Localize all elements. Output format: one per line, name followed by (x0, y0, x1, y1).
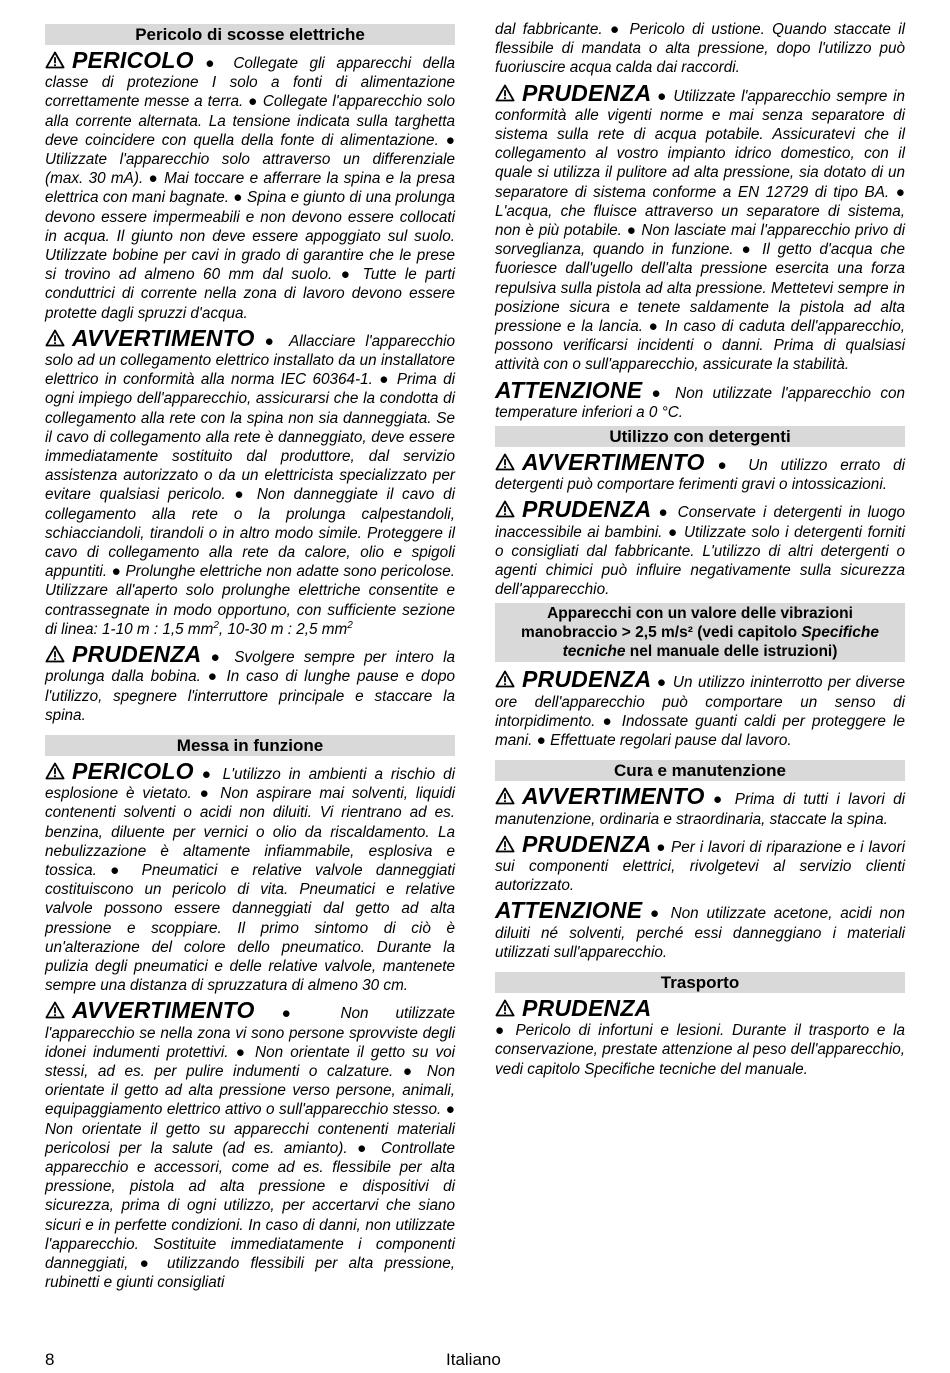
warning-text: ● Allacciare l'apparecchio solo ad un collegamento elettrico installato da un installatore elettrico in conformità alla norma IEC 60364-1. ● Prima di ogni impiego dell'apparecchio, assicurarsi che la condotta di collegamento alla rete con la spina non sia danneggiata. Se il cavo di collegamento alla rete è danneggiato, deve essere immediatamente sostituito dal produttore, dal servizio assistenza autorizzato o da un elettricista specializzato per evitare qualsiasi pericolo. ● Non danneggiate il cavo di collegamento alla rete o la prolunga calpestandoli, schiacciandoli, tirandoli o in altro modo simile. Proteggere il cavo di collegamento alla rete da calore, olio e spigoli appuntiti. ● Prolunghe elettriche non adatte sono pericolose. Utilizzare all'aperto solo prolunghe elettriche consentite e contrassegnate in modo opportuno, con sufficiente sezione di linea: 1-10 m : 1,5 mm (45, 332, 455, 638)
heading-italic-text: Specifiche tecniche (562, 624, 879, 661)
warning-text: , 10-30 m : 2,5 mm (218, 620, 348, 638)
warning-block (495, 830, 906, 896)
section-heading-electric-shock: Pericolo di scosse elettriche (45, 24, 455, 45)
right-column (495, 20, 905, 1083)
warning-triangle-icon (495, 670, 515, 688)
warning-block (45, 49, 455, 323)
heading-text: Apparecchi con un valore delle vibrazioni manobraccio > 2,5 m/s² (vedi capitolo (521, 605, 853, 642)
signal-word: PRUDENZA (72, 641, 202, 668)
signal-word: PRUDENZA (522, 666, 652, 693)
left-column (45, 20, 455, 1296)
warning-text: ● Un utilizzo ininterrotto per diverse ore dell'apparecchio può comportare un senso di intorpidimento. ● Indossate guanti caldi per proteggere le mani. ● Effettuate regolari pause dal lavoro. (495, 674, 905, 750)
signal-word: PERICOLO (72, 757, 194, 784)
heading-text: nel manuale delle istruzioni) (625, 643, 838, 661)
warning-triangle-icon (495, 999, 515, 1017)
warning-block (495, 994, 905, 1079)
page-number: 8 (45, 1350, 55, 1369)
warning-block (495, 785, 905, 828)
warning-text: ● Svolgere sempre per intero la prolunga dalla bobina. ● In caso di lunghe pause e dopo l'utilizzo, spegnere l'interruttore principale e staccare la spina. (45, 649, 455, 724)
warning-text: ● Utilizzate l'apparecchio sempre in conformità alle vigenti norme e mai senza separatore di sistema sulla rete di acqua potabile. Assicuratevi che il collegamento al vostro impianto idrico domestico, con il quale si utilizza il pulitore ad alta pressione, sia dotato di un separatore di sistema conforme a EN 12729 di tipo BA. ● L'acqua, che fluisce attraverso un separatore di sistema, non è più potabile. ● Non lasciate mai l'apparecchio privo di sorveglianza, quando in funzione. ● Il getto d'acqua che fuoriesce dall'ugello dell'alta pressione esercita una forza repulsiva sulla pistola ad alta pressione. Mettetevi sempre in posizione sicura e tenete saldamente la pistola ad alta pressione e la lancia. ● In caso di caduta dell'apparecchio, possono verificarsi incidenti o danni. Prima di qualsiasi attività con o sull'apparecchio, assicurate la stabilità. (495, 87, 905, 374)
warning-text: ● L'utilizzo in ambienti a rischio di esplosione è vietato. ● Non aspirare mai solventi, liquidi contenenti solventi o acidi non diluiti. Vi rientrano ad es. benzina, diluente per vernici o olio da riscaldamento. La nebulizzazione è altamente infiammabile, esplosiva e tossica. ● Pneumatici e relative valvole danneggiati costituiscono un pericolo di vita. Pneumatici e relative valvole possono essere danneggiati dal getto ad alta pressione e scoppiare. Il primo sintomo di ciò è un'alterazione del colore dello pneumatico. Durante la pulizia degli pneumatici e delle relative valvole, mantenete sempre una distanza di spruzzatura di almeno 30 cm. (45, 765, 455, 995)
warning-text: ● Per i lavori di riparazione e i lavori sui componenti elettrici, rivolgetevi al servizio clienti autorizzato. (495, 838, 906, 895)
signal-word: PRUDENZA (522, 830, 652, 857)
warning-triangle-icon (45, 645, 65, 663)
warning-block (45, 757, 455, 995)
warning-block (45, 324, 455, 639)
warning-text: ● Conservate i detergenti in luogo inaccessibile ai bambini. ● Utilizzate solo i detergenti forniti o consigliati dal fabbricante. L'utilizzo di altri detergenti o agenti chimici può influire negativamente sulla sicurezza dell'apparecchio. (495, 504, 906, 599)
warning-triangle-icon (45, 51, 65, 69)
continued-text: dal fabbricante. ● Pericolo di ustione. Quando staccate il flessibile di mandata o alta pressione, dopo l'utilizzo può fuoriuscire acqua calda dai raccordi. (495, 21, 905, 77)
warning-text: ● Prima di tutti i lavori di manutenzione, ordinaria e straordinaria, staccate la spina. (495, 791, 906, 828)
notice-block (495, 899, 905, 962)
warning-triangle-icon (495, 84, 515, 102)
notice-text: ● Non utilizzate acetone, acidi non diluiti né solventi, perché essi danneggiano i materiali utilizzati sull'apparecchio. (495, 905, 906, 961)
signal-word: AVVERTIMENTO (72, 997, 255, 1024)
footer-language: Italiano (446, 1350, 501, 1369)
warning-block (45, 999, 455, 1292)
section-heading-detergents: Utilizzo con detergenti (495, 426, 905, 447)
section-heading-commissioning: Messa in funzione (45, 735, 455, 756)
warning-block (495, 668, 905, 750)
warning-text: ● Pericolo di infortuni e lesioni. Durante il trasporto e la conservazione, prestate attenzione al peso dell'apparecchio, vedi capitolo Specifiche tecniche del manuale. (495, 1022, 905, 1078)
warning-triangle-icon (45, 329, 65, 347)
warning-text: ● Non utilizzate l'apparecchio se nella zona vi sono persone sprovviste degli idonei indumenti protettivi. ● Non orientate il getto su voi stessi, ad es. per pulire indumenti o calzature. ● Non orientate il getto ad alta pressione verso persone, animali, equipaggiamento elettrico attivo o sull'apparecchio stesso. ● Non orientate il getto su apparecchi contenenti materiali pericolosi per la salute (ad es. amianto). ● Controllate apparecchio e accessori, come ad es. flessibile per alta pressione, pistola ad alta pressione e dispositivi di sicurezza, prima di ogni utilizzo, per accertarvi che siano sicuri e in perfette condizioni. In caso di danni, non utilizzate l'apparecchio. Sostituite immediatamente i componenti danneggiati, ● utilizzando flessibili per alta pressione, rubinetti e giunti consigliati (45, 1005, 455, 1292)
warning-triangle-icon (45, 762, 65, 780)
section-heading-maintenance: Cura e manutenzione (495, 760, 905, 781)
warning-triangle-icon (495, 453, 515, 471)
warning-text: ● Un utilizzo errato di detergenti può comportare ferimenti gravi o intossicazioni. (495, 457, 905, 494)
notice-text: ● Non utilizzate l'apparecchio con temperature inferiori a 0 °C. (495, 384, 905, 421)
section-heading-transport: Trasporto (495, 972, 905, 993)
warning-triangle-icon (495, 835, 515, 853)
warning-block (45, 643, 455, 725)
signal-word: ATTENZIONE (495, 376, 643, 403)
superscript: 2 (213, 619, 219, 631)
warning-block (495, 498, 905, 599)
warning-block (495, 451, 905, 494)
superscript: 2 (347, 619, 353, 631)
section-heading-vibrations (495, 603, 905, 662)
signal-word: PRUDENZA (522, 994, 652, 1021)
warning-triangle-icon (45, 1001, 65, 1019)
signal-word: PERICOLO (72, 47, 194, 73)
warning-text: ● Collegate gli apparecchi della classe di protezione I solo a fonti di alimentazione correttamente messe a terra. ● Collegate l'apparecchio solo alla corrente alternata. La tensione indicata sulla targhetta deve coincidere con quella della fonte di alimentazione. ● Utilizzate l'apparecchio solo attraverso un differenziale (max. 30 mA). ● Mai toccare e afferrare la spina e la presa elettrica con mani bagnate. ● Spina e giunto di una prolunga devono essere impermeabili e non devono essere collocati in acqua. Il giunto non deve essere appoggiato sul suolo. Utilizzate bobine per cavi in grado di garantire che le prese si trovino ad almeno 60 mm dal suolo. ● Tutte le parti conduttrici di corrente nella zona di lavoro devono essere protette dagli spruzzi d'acqua. (45, 55, 455, 322)
signal-word: AVVERTIMENTO (522, 449, 705, 476)
signal-word: ATTENZIONE (495, 897, 643, 924)
notice-block (495, 376, 905, 422)
warning-block (495, 79, 905, 375)
signal-word: PRUDENZA (522, 496, 652, 523)
warning-triangle-icon (495, 787, 515, 805)
signal-word: PRUDENZA (522, 79, 652, 106)
signal-word: AVVERTIMENTO (72, 324, 255, 351)
warning-triangle-icon (495, 500, 515, 518)
signal-word: AVVERTIMENTO (522, 783, 705, 810)
